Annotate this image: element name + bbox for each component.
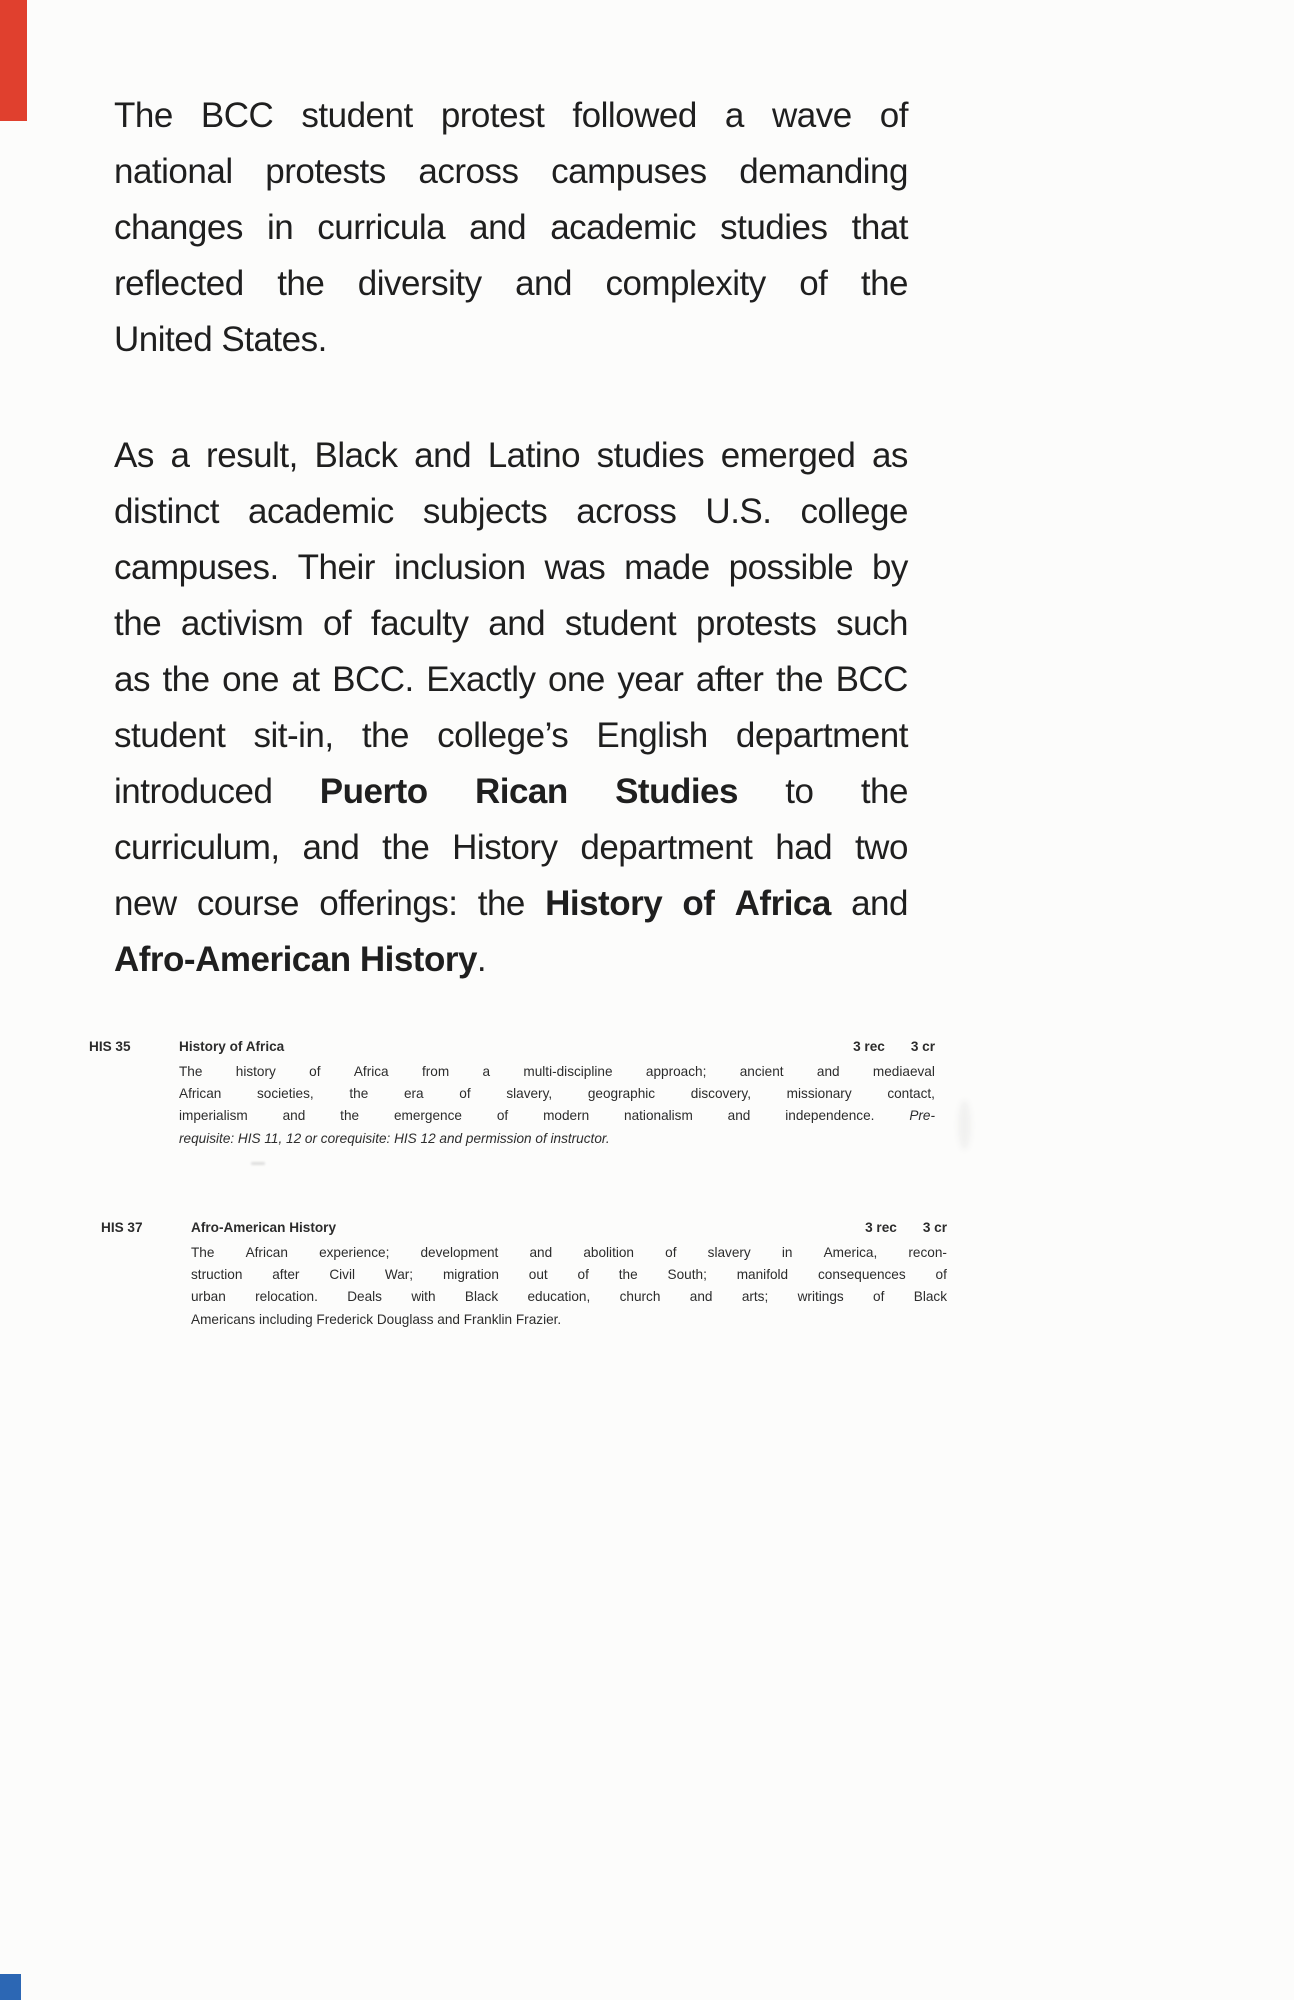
text-line: African societies, the era of slavery, geographic discovery, missionary contact, <box>179 1086 935 1102</box>
course-credits <box>853 1036 935 1058</box>
paragraph <box>114 88 908 368</box>
course-listing <box>101 1217 947 1331</box>
scan-smudge <box>251 1162 265 1165</box>
text-line: changes in curricula and academic studies that <box>114 208 908 247</box>
text-line: The BCC student protest followed a wave of <box>114 96 908 135</box>
red-edge-mark <box>0 0 27 121</box>
course-title: History of Africa <box>179 1039 285 1054</box>
course-title: Afro-American History <box>191 1220 337 1235</box>
text-line: campuses. Their inclusion was made possible by <box>114 548 908 587</box>
course-rec-hours: 3 rec <box>853 1039 885 1054</box>
text-line: student sit-in, the college’s English department <box>114 716 908 755</box>
course-header <box>89 1036 935 1058</box>
course-credits <box>865 1217 947 1239</box>
text-line: curriculum, and the History department had two <box>114 828 908 867</box>
text-line: As a result, Black and Latino studies emerged as <box>114 436 908 475</box>
text-line: The history of Africa from a multi-discipline approach; ancient and mediaeval <box>179 1064 935 1079</box>
course-description <box>179 1061 935 1150</box>
text-line: introduced Puerto Rican Studies to the <box>114 772 908 811</box>
text-line: urban relocation. Deals with Black education, church and arts; writings of Black <box>191 1289 947 1305</box>
course-credit-hours: 3 cr <box>910 1039 935 1054</box>
text-line: national protests across campuses demanding <box>114 152 908 191</box>
paragraph <box>114 428 908 988</box>
text-line: the activism of faculty and student protests such <box>114 604 908 643</box>
text-line: new course offerings: the History of Africa and <box>114 884 908 923</box>
text-line: imperialism and the emergence of modern nationalism and independence. Pre- <box>179 1108 935 1124</box>
course-rec-hours: 3 rec <box>865 1220 897 1235</box>
text-line: struction after Civil War; migration out of the South; manifold consequences of <box>191 1267 947 1283</box>
course-code: HIS 37 <box>101 1220 143 1235</box>
text-line: The African experience; development and abolition of slavery in America, recon- <box>191 1245 947 1260</box>
text-line: requisite: HIS 11, 12 or corequisite: HIS 12 and permission of instructor. <box>179 1130 610 1146</box>
text-line: distinct academic subjects across U.S. college <box>114 492 908 531</box>
text-line: Americans including Frederick Douglass and Franklin Frazier. <box>191 1311 562 1327</box>
course-code: HIS 35 <box>89 1039 131 1054</box>
text-line: as the one at BCC. Exactly one year after the BCC <box>114 660 908 699</box>
scan-smudge <box>958 1100 971 1150</box>
blue-edge-mark <box>0 1974 21 2000</box>
course-header <box>101 1217 947 1239</box>
text-line: reflected the diversity and complexity of the <box>114 264 908 303</box>
text-line: Afro-American History. <box>114 940 487 979</box>
course-credit-hours: 3 cr <box>922 1220 947 1235</box>
course-description <box>191 1242 947 1331</box>
course-listing <box>89 1036 935 1150</box>
text-line: United States. <box>114 320 327 359</box>
